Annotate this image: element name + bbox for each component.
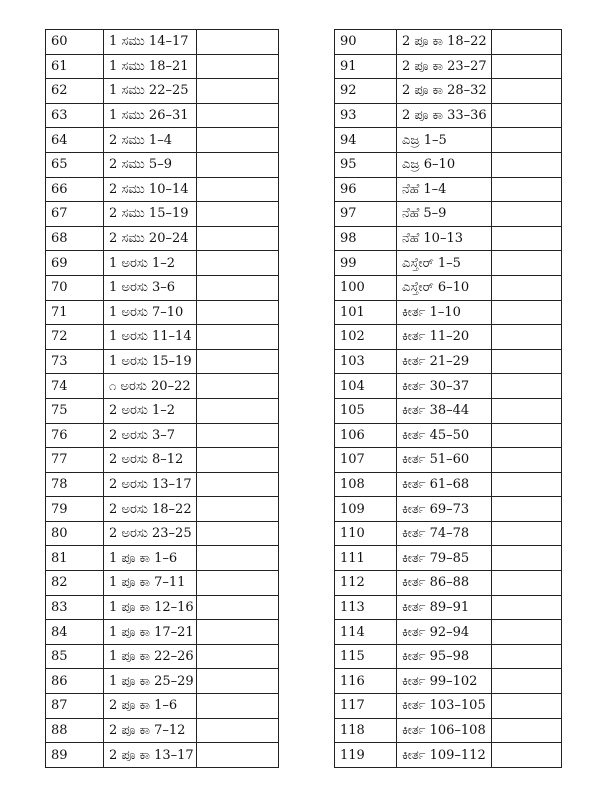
- reading-cell: 1 ಅರಸು 1–2: [104, 251, 197, 276]
- day-number-cell: 116: [335, 669, 397, 694]
- day-number-cell: 92: [335, 79, 397, 104]
- checkbox-cell[interactable]: [197, 300, 279, 325]
- checkbox-cell[interactable]: [492, 325, 562, 350]
- table-row: [46, 128, 279, 153]
- table-row: [335, 595, 562, 620]
- table-row: [335, 275, 562, 300]
- table-row: [46, 152, 279, 177]
- day-number-cell: 76: [46, 423, 104, 448]
- day-number-cell: 72: [46, 325, 104, 350]
- reading-cell: 2 ಪೂ ಕಾ 1–6: [104, 694, 197, 719]
- reading-cell: ಕೀರ್ತ 45–50: [397, 423, 492, 448]
- reading-cell: ಎಜ್ರ 6–10: [397, 152, 492, 177]
- checkbox-cell[interactable]: [197, 398, 279, 423]
- table-row: [335, 251, 562, 276]
- day-number-cell: 69: [46, 251, 104, 276]
- reading-cell: ಕೀರ್ತ 38–44: [397, 398, 492, 423]
- checkbox-cell[interactable]: [492, 79, 562, 104]
- reading-cell: ಕೀರ್ತ 79–85: [397, 546, 492, 571]
- checkbox-cell[interactable]: [492, 103, 562, 128]
- reading-cell: 2 ಪೂ ಕಾ 7–12: [104, 718, 197, 743]
- reading-cell: 2 ಸಮು 15–19: [104, 202, 197, 227]
- reading-cell: ಕೀರ್ತ 106–108: [397, 718, 492, 743]
- day-number-cell: 108: [335, 472, 397, 497]
- table-row: [335, 571, 562, 596]
- table-row: [335, 30, 562, 55]
- reading-cell: ನೆಹೆ 5–9: [397, 202, 492, 227]
- reading-cell: ಎಜ್ರ 1–5: [397, 128, 492, 153]
- day-number-cell: 62: [46, 79, 104, 104]
- checkbox-cell[interactable]: [197, 374, 279, 399]
- table-row: [335, 743, 562, 768]
- checkbox-cell[interactable]: [492, 620, 562, 645]
- reading-cell: 2 ಪೂ ಕಾ 18–22: [397, 30, 492, 55]
- table-row: [335, 202, 562, 227]
- table-row: [335, 472, 562, 497]
- table-row: [46, 571, 279, 596]
- reading-cell: 1 ಅರಸು 15–19: [104, 349, 197, 374]
- table-row: [335, 398, 562, 423]
- reading-cell: 2 ಅರಸು 13–17: [104, 472, 197, 497]
- checkbox-cell[interactable]: [492, 349, 562, 374]
- day-number-cell: 119: [335, 743, 397, 768]
- checkbox-cell[interactable]: [492, 300, 562, 325]
- reading-cell: 1 ಸಮು 14–17: [104, 30, 197, 55]
- checkbox-cell[interactable]: [492, 694, 562, 719]
- day-number-cell: 79: [46, 497, 104, 522]
- day-number-cell: 78: [46, 472, 104, 497]
- day-number-cell: 100: [335, 275, 397, 300]
- table-row: [335, 669, 562, 694]
- day-number-cell: 106: [335, 423, 397, 448]
- day-number-cell: 96: [335, 177, 397, 202]
- checkbox-cell[interactable]: [197, 694, 279, 719]
- checkbox-cell[interactable]: [492, 177, 562, 202]
- reading-cell: 2 ಸಮು 20–24: [104, 226, 197, 251]
- table-row: [46, 54, 279, 79]
- table-row: [46, 325, 279, 350]
- reading-cell: 1 ಸಮು 18–21: [104, 54, 197, 79]
- checkbox-cell[interactable]: [492, 202, 562, 227]
- day-number-cell: 77: [46, 448, 104, 473]
- table-row: [46, 251, 279, 276]
- day-number-cell: 102: [335, 325, 397, 350]
- table-row: [335, 103, 562, 128]
- day-number-cell: 111: [335, 546, 397, 571]
- checkbox-cell[interactable]: [492, 743, 562, 768]
- table-row: [46, 103, 279, 128]
- table-row: [46, 743, 279, 768]
- reading-cell: 2 ಸಮು 10–14: [104, 177, 197, 202]
- day-number-cell: 105: [335, 398, 397, 423]
- reading-table-left-body: [46, 30, 279, 768]
- table-row: [335, 521, 562, 546]
- reading-cell: 1 ಪೂ ಕಾ 1–6: [104, 546, 197, 571]
- reading-cell: 2 ಪೂ ಕಾ 13–17: [104, 743, 197, 768]
- day-number-cell: 90: [335, 30, 397, 55]
- day-number-cell: 112: [335, 571, 397, 596]
- day-number-cell: 65: [46, 152, 104, 177]
- day-number-cell: 115: [335, 644, 397, 669]
- checkbox-cell[interactable]: [197, 226, 279, 251]
- day-number-cell: 93: [335, 103, 397, 128]
- reading-cell: ಎಸ್ತೇರ್ 1–5: [397, 251, 492, 276]
- table-row: [335, 177, 562, 202]
- day-number-cell: 103: [335, 349, 397, 374]
- day-number-cell: 109: [335, 497, 397, 522]
- day-number-cell: 104: [335, 374, 397, 399]
- table-row: [46, 448, 279, 473]
- day-number-cell: 61: [46, 54, 104, 79]
- day-number-cell: 113: [335, 595, 397, 620]
- table-row: [46, 718, 279, 743]
- checkbox-cell[interactable]: [492, 128, 562, 153]
- checkbox-cell[interactable]: [492, 571, 562, 596]
- reading-cell: 2 ಸಮು 5–9: [104, 152, 197, 177]
- checkbox-cell[interactable]: [197, 743, 279, 768]
- checkbox-cell[interactable]: [492, 423, 562, 448]
- table-row: [335, 79, 562, 104]
- reading-cell: 2 ಅರಸು 18–22: [104, 497, 197, 522]
- reading-cell: ಕೀರ್ತ 30–37: [397, 374, 492, 399]
- day-number-cell: 91: [335, 54, 397, 79]
- table-row: [46, 374, 279, 399]
- day-number-cell: 101: [335, 300, 397, 325]
- reading-cell: ಕೀರ್ತ 92–94: [397, 620, 492, 645]
- table-row: [46, 226, 279, 251]
- day-number-cell: 83: [46, 595, 104, 620]
- checkbox-cell[interactable]: [197, 595, 279, 620]
- checkbox-cell[interactable]: [492, 718, 562, 743]
- reading-cell: 1 ಪೂ ಕಾ 17–21: [104, 620, 197, 645]
- checkbox-cell[interactable]: [197, 103, 279, 128]
- day-number-cell: 87: [46, 694, 104, 719]
- day-number-cell: 97: [335, 202, 397, 227]
- checkbox-cell[interactable]: [492, 521, 562, 546]
- table-row: [335, 54, 562, 79]
- table-row: [335, 325, 562, 350]
- reading-cell: 2 ಪೂ ಕಾ 33–36: [397, 103, 492, 128]
- reading-cell: 2 ಅರಸು 3–7: [104, 423, 197, 448]
- reading-cell: ಕೀರ್ತ 21–29: [397, 349, 492, 374]
- day-number-cell: 81: [46, 546, 104, 571]
- table-row: [46, 30, 279, 55]
- reading-cell: ಕೀರ್ತ 11–20: [397, 325, 492, 350]
- reading-cell: ಕೀರ್ತ 51–60: [397, 448, 492, 473]
- reading-cell: ಕೀರ್ತ 89–91: [397, 595, 492, 620]
- day-number-cell: 75: [46, 398, 104, 423]
- reading-cell: ಎಸ್ತೇರ್ 6–10: [397, 275, 492, 300]
- table-row: [46, 423, 279, 448]
- table-row: [335, 128, 562, 153]
- checkbox-cell[interactable]: [197, 152, 279, 177]
- reading-table-left: [45, 29, 279, 768]
- reading-cell: ಕೀರ್ತ 109–112: [397, 743, 492, 768]
- table-row: [335, 497, 562, 522]
- checkbox-cell[interactable]: [492, 472, 562, 497]
- checkbox-cell[interactable]: [492, 595, 562, 620]
- table-row: [335, 694, 562, 719]
- day-number-cell: 63: [46, 103, 104, 128]
- reading-cell: 1 ಪೂ ಕಾ 7–11: [104, 571, 197, 596]
- reading-cell: ಕೀರ್ತ 61–68: [397, 472, 492, 497]
- reading-cell: 1 ಸಮು 26–31: [104, 103, 197, 128]
- checkbox-cell[interactable]: [492, 546, 562, 571]
- checkbox-cell[interactable]: [197, 79, 279, 104]
- reading-cell: ಕೀರ್ತ 103–105: [397, 694, 492, 719]
- checkbox-cell[interactable]: [197, 571, 279, 596]
- table-row: [46, 398, 279, 423]
- table-row: [46, 177, 279, 202]
- day-number-cell: 71: [46, 300, 104, 325]
- table-row: [46, 349, 279, 374]
- checkbox-cell[interactable]: [492, 398, 562, 423]
- day-number-cell: 67: [46, 202, 104, 227]
- checkbox-cell[interactable]: [492, 54, 562, 79]
- day-number-cell: 84: [46, 620, 104, 645]
- day-number-cell: 94: [335, 128, 397, 153]
- checkbox-cell[interactable]: [197, 669, 279, 694]
- reading-cell: 1 ಅರಸು 7–10: [104, 300, 197, 325]
- reading-cell: 2 ಪೂ ಕಾ 23–27: [397, 54, 492, 79]
- checkbox-cell[interactable]: [197, 54, 279, 79]
- day-number-cell: 86: [46, 669, 104, 694]
- table-row: [46, 202, 279, 227]
- reading-cell: ೧ ಅರಸು 20–22: [104, 374, 197, 399]
- table-row: [46, 275, 279, 300]
- table-row: [335, 152, 562, 177]
- day-number-cell: 60: [46, 30, 104, 55]
- reading-cell: ಕೀರ್ತ 95–98: [397, 644, 492, 669]
- day-number-cell: 70: [46, 275, 104, 300]
- checkbox-cell[interactable]: [197, 546, 279, 571]
- table-row: [335, 546, 562, 571]
- table-row: [46, 694, 279, 719]
- reading-table-right: [334, 29, 562, 768]
- reading-cell: 1 ಅರಸು 11–14: [104, 325, 197, 350]
- reading-cell: 2 ಸಮು 1–4: [104, 128, 197, 153]
- table-row: [335, 448, 562, 473]
- day-number-cell: 80: [46, 521, 104, 546]
- table-row: [46, 669, 279, 694]
- table-row: [46, 497, 279, 522]
- checkbox-cell[interactable]: [197, 202, 279, 227]
- table-row: [335, 300, 562, 325]
- reading-cell: 1 ಪೂ ಕಾ 22–26: [104, 644, 197, 669]
- day-number-cell: 88: [46, 718, 104, 743]
- day-number-cell: 85: [46, 644, 104, 669]
- reading-cell: ಕೀರ್ತ 74–78: [397, 521, 492, 546]
- reading-cell: ನೆಹೆ 1–4: [397, 177, 492, 202]
- checkbox-cell[interactable]: [197, 251, 279, 276]
- reading-cell: 1 ಪೂ ಕಾ 12–16: [104, 595, 197, 620]
- table-row: [335, 423, 562, 448]
- day-number-cell: 66: [46, 177, 104, 202]
- reading-cell: ಕೀರ್ತ 86–88: [397, 571, 492, 596]
- checkbox-cell[interactable]: [492, 669, 562, 694]
- day-number-cell: 74: [46, 374, 104, 399]
- table-row: [46, 546, 279, 571]
- day-number-cell: 64: [46, 128, 104, 153]
- table-row: [335, 620, 562, 645]
- checkbox-cell[interactable]: [197, 275, 279, 300]
- checkbox-cell[interactable]: [492, 152, 562, 177]
- checkbox-cell[interactable]: [197, 521, 279, 546]
- checkbox-cell[interactable]: [492, 644, 562, 669]
- checkbox-cell[interactable]: [197, 423, 279, 448]
- checkbox-cell[interactable]: [197, 448, 279, 473]
- checkbox-cell[interactable]: [197, 177, 279, 202]
- table-row: [46, 521, 279, 546]
- reading-cell: ನೆಹೆ 10–13: [397, 226, 492, 251]
- table-row: [335, 226, 562, 251]
- table-row: [46, 79, 279, 104]
- table-row: [46, 595, 279, 620]
- day-number-cell: 98: [335, 226, 397, 251]
- reading-cell: 2 ಅರಸು 8–12: [104, 448, 197, 473]
- reading-cell: ಕೀರ್ತ 69–73: [397, 497, 492, 522]
- reading-cell: 1 ಅರಸು 3–6: [104, 275, 197, 300]
- checkbox-cell[interactable]: [197, 718, 279, 743]
- table-row: [335, 644, 562, 669]
- day-number-cell: 89: [46, 743, 104, 768]
- table-row: [335, 718, 562, 743]
- table-row: [46, 300, 279, 325]
- day-number-cell: 68: [46, 226, 104, 251]
- checkbox-cell[interactable]: [492, 497, 562, 522]
- reading-cell: 1 ಪೂ ಕಾ 25–29: [104, 669, 197, 694]
- reading-cell: ಕೀರ್ತ 1–10: [397, 300, 492, 325]
- checkbox-cell[interactable]: [492, 275, 562, 300]
- checkbox-cell[interactable]: [492, 30, 562, 55]
- reading-table-right-body: [335, 30, 562, 768]
- reading-cell: 1 ಸಮು 22–25: [104, 79, 197, 104]
- day-number-cell: 114: [335, 620, 397, 645]
- reading-cell: 2 ಅರಸು 23–25: [104, 521, 197, 546]
- checkbox-cell[interactable]: [197, 325, 279, 350]
- day-number-cell: 73: [46, 349, 104, 374]
- checkbox-cell[interactable]: [492, 448, 562, 473]
- day-number-cell: 107: [335, 448, 397, 473]
- reading-cell: 2 ಅರಸು 1–2: [104, 398, 197, 423]
- table-row: [46, 472, 279, 497]
- day-number-cell: 95: [335, 152, 397, 177]
- day-number-cell: 110: [335, 521, 397, 546]
- checkbox-cell[interactable]: [492, 251, 562, 276]
- day-number-cell: 99: [335, 251, 397, 276]
- day-number-cell: 118: [335, 718, 397, 743]
- checkbox-cell[interactable]: [492, 374, 562, 399]
- reading-cell: 2 ಪೂ ಕಾ 28–32: [397, 79, 492, 104]
- checkbox-cell[interactable]: [197, 128, 279, 153]
- checkbox-cell[interactable]: [197, 620, 279, 645]
- checkbox-cell[interactable]: [197, 644, 279, 669]
- table-row: [335, 349, 562, 374]
- checkbox-cell[interactable]: [197, 30, 279, 55]
- day-number-cell: 82: [46, 571, 104, 596]
- table-row: [335, 374, 562, 399]
- checkbox-cell[interactable]: [197, 349, 279, 374]
- checkbox-cell[interactable]: [492, 226, 562, 251]
- checkbox-cell[interactable]: [197, 497, 279, 522]
- reading-cell: ಕೀರ್ತ 99–102: [397, 669, 492, 694]
- day-number-cell: 117: [335, 694, 397, 719]
- checkbox-cell[interactable]: [197, 472, 279, 497]
- table-row: [46, 644, 279, 669]
- table-row: [46, 620, 279, 645]
